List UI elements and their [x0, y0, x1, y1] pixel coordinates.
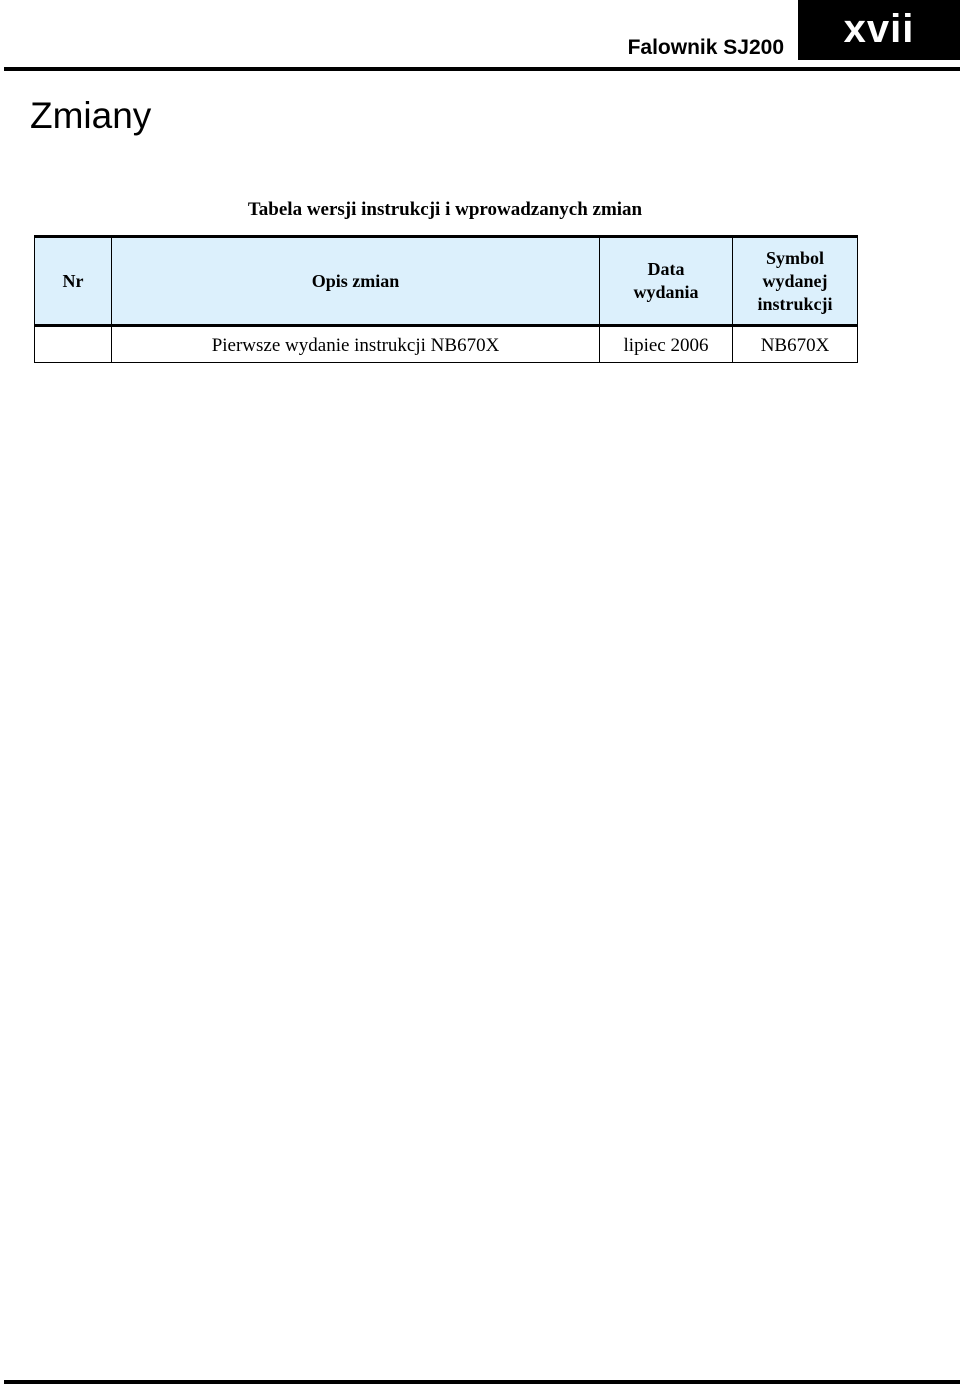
table-header-row	[35, 237, 858, 326]
table-caption: Tabela wersji instrukcji i wprowadzanych zmian	[247, 199, 643, 220]
column-header-date	[600, 237, 733, 326]
page-number: xvii	[843, 7, 915, 51]
column-header-date-line2: wydania	[633, 282, 699, 302]
cell-date: lipiec 2006	[600, 326, 733, 363]
cell-description: Pierwsze wydanie instrukcji NB670X	[112, 326, 600, 363]
manual-title: Falownik SJ200	[627, 36, 784, 59]
column-header-nr-label: Nr	[62, 270, 84, 291]
section-title: Zmiany	[30, 95, 152, 136]
column-header-date-line1: Data	[647, 259, 685, 279]
column-header-description-label: Opis zmian	[311, 270, 400, 291]
table-row	[35, 326, 858, 363]
header-divider	[4, 67, 960, 71]
footer-divider	[4, 1380, 960, 1384]
cell-nr	[35, 326, 112, 363]
column-header-symbol-line1: Symbol	[765, 247, 825, 268]
column-header-description	[112, 237, 600, 326]
column-header-nr	[35, 237, 112, 326]
revision-table	[34, 235, 858, 363]
page-number-box	[798, 0, 960, 60]
column-header-symbol	[733, 237, 858, 326]
column-header-symbol-line2: wydanej	[762, 270, 828, 291]
cell-symbol: NB670X	[733, 326, 858, 363]
column-header-symbol-line3: instrukcji	[757, 293, 833, 314]
